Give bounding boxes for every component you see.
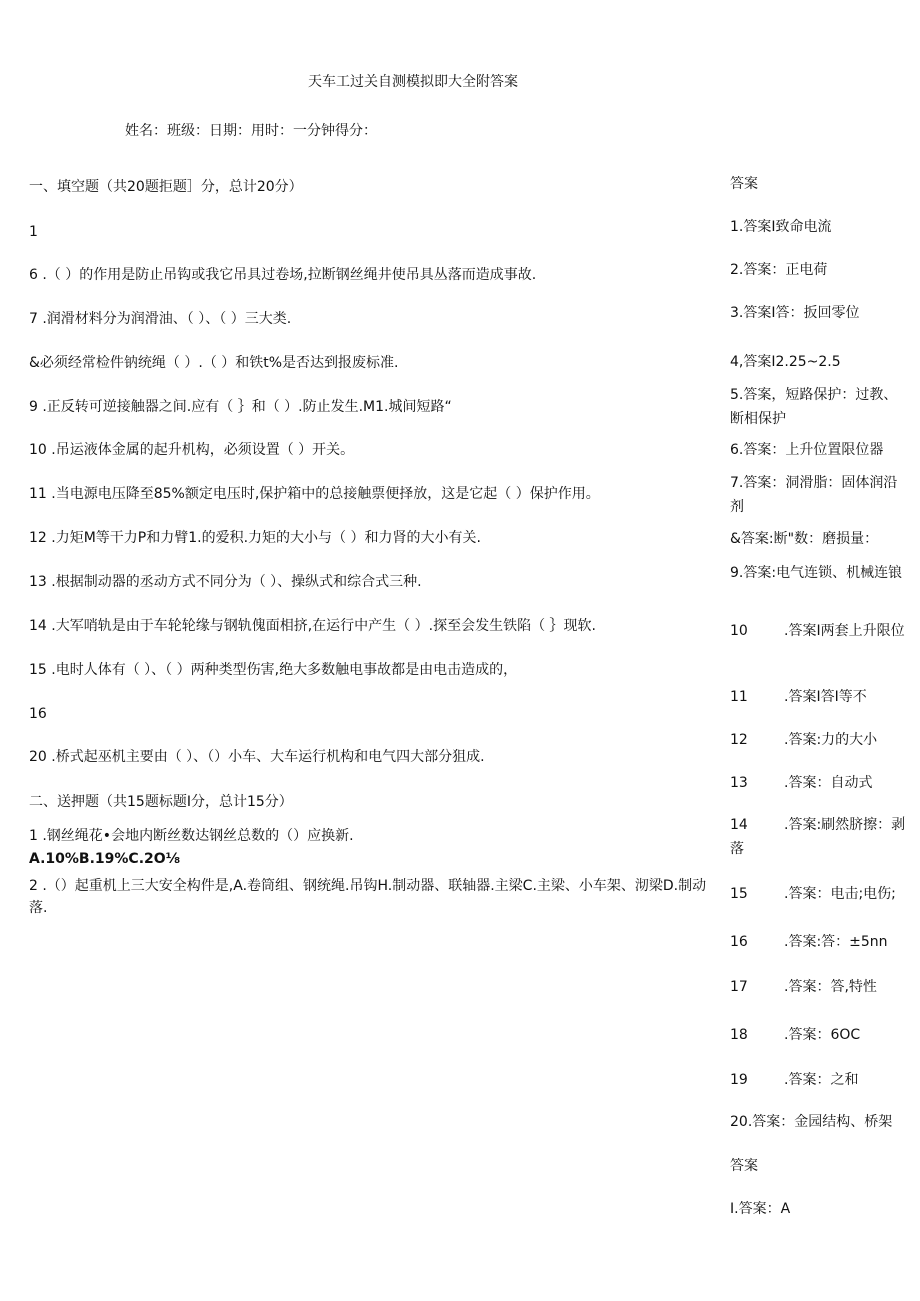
question-item: &必须经常检件钠统绳（ ）.（ ）和铁t%是否达到报废标准. — [29, 355, 399, 371]
answer-number: 16 — [730, 934, 748, 950]
answer-text: .答案I两套上升限位 — [784, 623, 905, 639]
question-item: 10 .吊运液体金属的起升机构，必须设置（ ）开关。 — [29, 442, 355, 458]
answer-item — [730, 1025, 860, 1045]
answer-item — [730, 813, 908, 861]
choice-question-2: 2 .（）起重机上三大安全构件是,A.卷筒组、钢统绳.吊钩H.制动器、联轴器.主梁C.主梁、小车架、沏梁D.制动落. — [29, 878, 707, 916]
student-info-line: 姓名：班级：日期：用时：一分钟得分： — [125, 123, 377, 139]
answer-item — [730, 730, 877, 750]
question-item: 11 .当电源电压降至85%额定电压时,保护箱中的总接触票便择放，这是它起（ ）保护作用。 — [29, 486, 600, 502]
answer-item — [730, 932, 888, 952]
answer-number: 17 — [730, 979, 748, 995]
answer-item: 5.答案，短路保护：过教、断相保护 — [730, 387, 898, 427]
answer-item: 4,答案I2.25~2.5 — [730, 354, 841, 370]
question-item: 13 .根据制动器的丞动方式不同分为（ ）、操纵式和综合式三种. — [29, 574, 422, 590]
answer-item — [730, 619, 908, 643]
answer-number: 15 — [730, 886, 748, 902]
answer-item: 3.答案I答：扳回零位 — [730, 305, 860, 321]
answer-item: 20.答案：金园结构、桥架 — [730, 1114, 893, 1130]
answer-item: &答案:断"数：磨损量： — [730, 531, 879, 547]
section1-heading: 一、填空题（共20题拒题］分，总计20分） — [29, 179, 303, 195]
answers-heading: 答案 — [730, 176, 758, 192]
answer-number: 13 — [730, 775, 748, 791]
question-item: 20 .桥式起巫机主要由（ ）、（）小车、大车运行机构和电气四大部分狙成. — [29, 749, 485, 765]
answer-text: .答案：自动式 — [784, 775, 873, 791]
answer-item — [730, 977, 877, 997]
answer-item — [730, 687, 867, 707]
answer-item: 9.答案:电气连锁、机械连锒 — [730, 565, 903, 581]
question-item: 6 .（ ）的作用是防止吊钩或我它吊具过卷场,拉断钢丝绳井使吊具丛落而造成事故. — [29, 267, 537, 283]
question-item: 16 — [29, 706, 47, 722]
answer-text: .答案：之和 — [784, 1072, 859, 1088]
document-title: 天车工过关自测模拟即大全附答案 — [308, 74, 518, 90]
question-item: 14 .大军哨轨是由于车轮轮缘与钢轨傀面相挤,在运行中产生（ ）.探至会发生铁陷（ ｝现软. — [29, 618, 596, 634]
answers-heading-2: 答案 — [730, 1158, 758, 1174]
answer-number: 12 — [730, 732, 748, 748]
answer-item — [730, 1070, 858, 1090]
answer-text: .答案：答,特性 — [784, 979, 877, 995]
choice-question-1: 1 .钢丝绳花•会地内断丝数达钢丝总数的（）应换新. — [29, 828, 354, 844]
answer-text: .答案:答：±5nn — [784, 934, 888, 950]
choice-question-1-options: A.10%B.19%C.2O⅛ — [29, 851, 181, 867]
answer-text: .答案I答I等不 — [784, 689, 867, 705]
question-item: 7 .润滑材料分为润滑油、（ ）、（ ）三大类. — [29, 311, 292, 327]
question-item: 12 .力矩M等干力P和力臂1.的爱积.力矩的大小与（ ）和力肾的大小有关. — [29, 530, 481, 546]
answer-item: I.答案：A — [730, 1201, 791, 1217]
answer-text: .答案：6OC — [784, 1027, 861, 1043]
answer-item: 2.答案：正电荷 — [730, 262, 828, 278]
answer-item: 1.答案I致命电流 — [730, 219, 832, 235]
answer-text: .答案:力的大小 — [784, 732, 878, 748]
answer-item — [730, 773, 872, 793]
answer-item — [730, 884, 896, 904]
question-item: 9 .正反转可逆接触器之间.应有（ ｝和（ ）.防止发生.M1.城间短路“ — [29, 399, 452, 415]
answer-number: 11 — [730, 689, 748, 705]
answer-number: 18 — [730, 1027, 748, 1043]
answer-number: 14 — [730, 817, 748, 833]
answer-number: 10 — [730, 623, 748, 639]
question-item: 1 — [29, 224, 38, 240]
section2-heading: 二、送押题（共15题标题I分，总计15分） — [29, 794, 293, 810]
answer-text: .答案:刷然脐擦：剥落 — [730, 817, 906, 857]
answer-item: 6.答案：上升位置限位器 — [730, 442, 884, 458]
answer-number: 19 — [730, 1072, 748, 1088]
question-item: 15 .电时人体有（ ）、（ ）两种类型伤害,绝大多数触电事故都是由电击造成的， — [29, 662, 518, 678]
answer-text: .答案：电击;电伤; — [784, 886, 896, 902]
answer-item: 7.答案：洞滑脂：固体润沿剂 — [730, 475, 898, 515]
